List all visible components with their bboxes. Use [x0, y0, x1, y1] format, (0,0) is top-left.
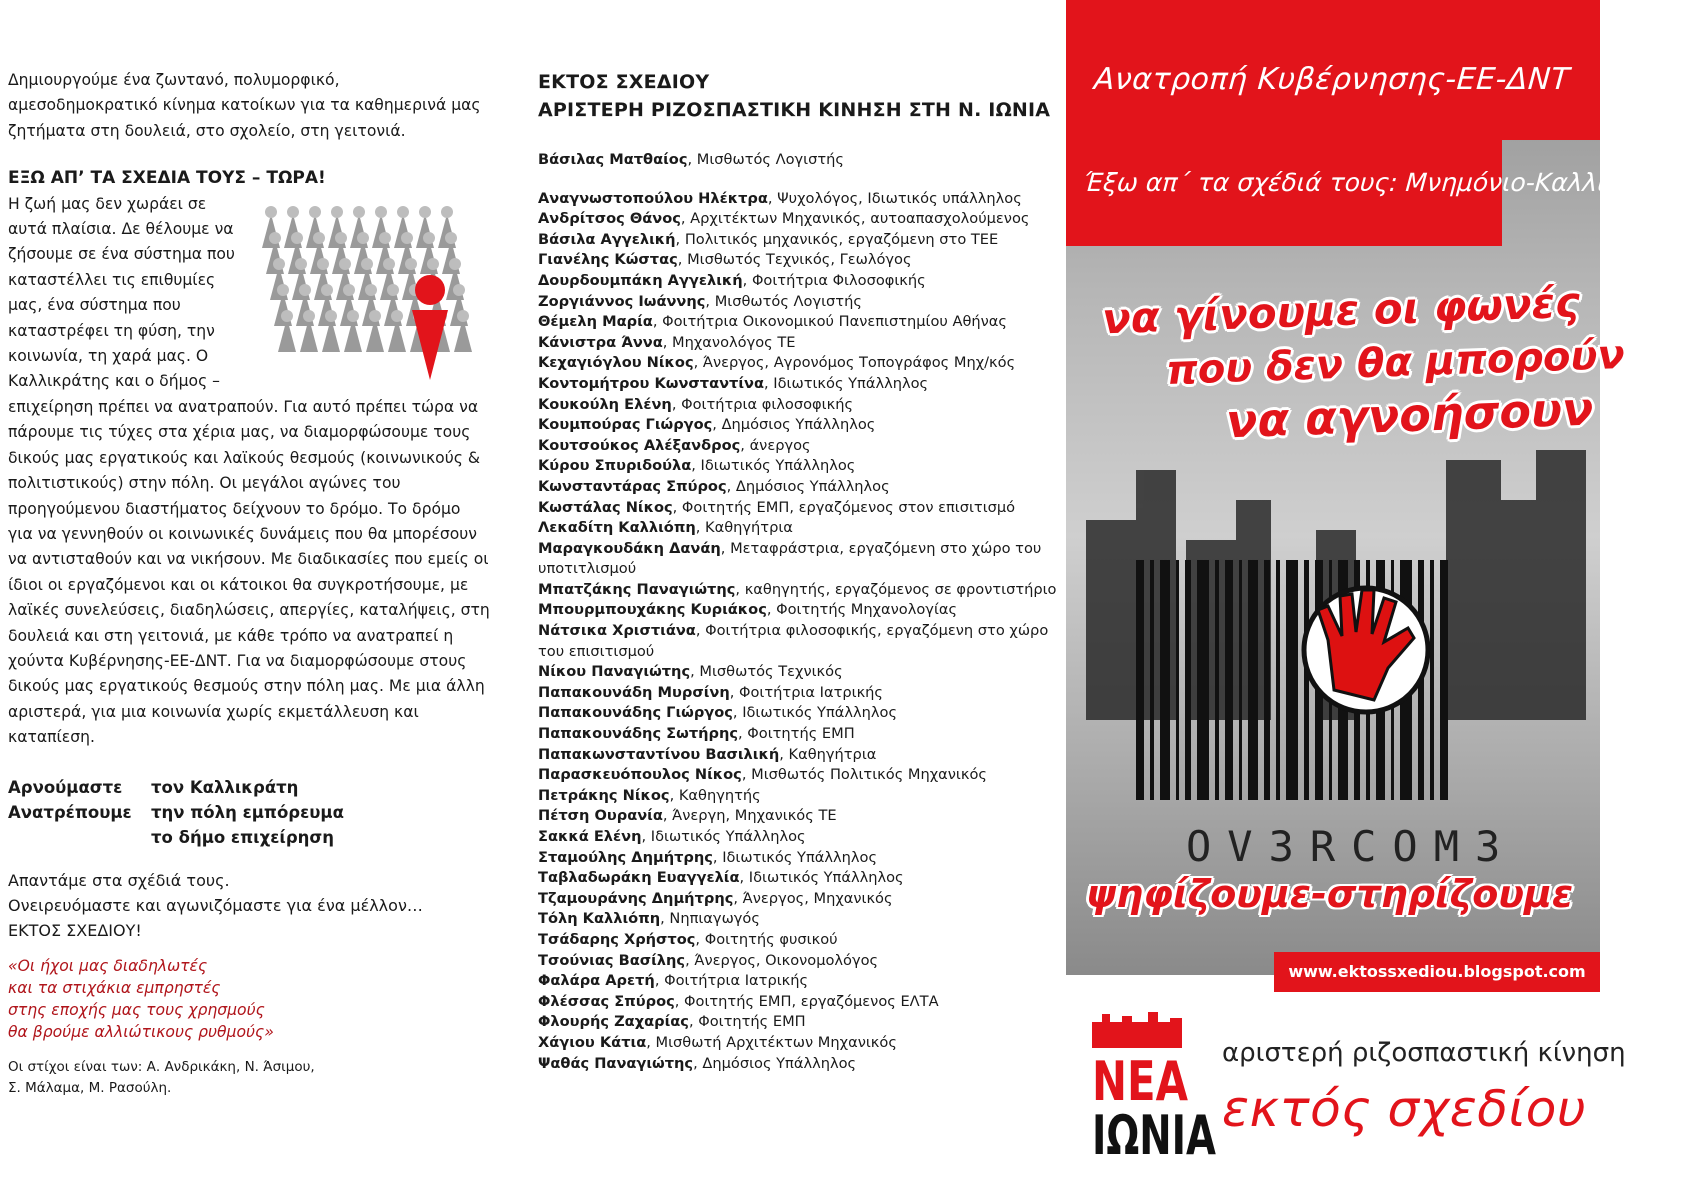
candidate-name: Κουκούλη Ελένη [538, 395, 672, 413]
candidate-name: Τζαμουράνης Δημήτρης [538, 889, 734, 907]
candidate-role: Μισθωτός Τεχνικός [699, 663, 843, 681]
poem-quote [8, 955, 490, 1043]
candidate-entry: Τόλη Καλλιόπη, Νηπιαγωγός [538, 910, 760, 928]
banner-title: Ανατροπή Κυβέρνησης-ΕΕ-ΔΝΤ [1092, 62, 1572, 97]
candidate-role: Φοιτήτρια Ιατρικής [739, 683, 883, 701]
candidate-name: Δουρδουμπάκη Αγγελική [538, 271, 743, 289]
candidate-entry: Πετράκης Νίκος, Καθηγητής [538, 786, 761, 804]
candidate-name: Φαλάρα Αρετή [538, 972, 655, 990]
slogans [8, 775, 490, 850]
candidate-name: Παπακωνσταντίνου Βασιλική [538, 745, 780, 763]
answer-block [8, 868, 490, 943]
candidate-entry: Φλουρής Ζαχαρίας, Φοιτητής ΕΜΠ [538, 1013, 806, 1031]
candidates-column [538, 68, 1058, 1074]
barcode-bar [1197, 560, 1209, 800]
left-column [8, 68, 490, 1099]
candidate-role: Μισθωτός Λογιστής [714, 292, 862, 310]
candidate-role: Ιδιωτικός Υπάλληλος [650, 828, 806, 845]
answer-line: Ονειρευόμαστε και αγωνιζόμαστε για ένα μέλλον… [8, 895, 423, 915]
candidate-role: Άνεργος, Αγρονόμος Τοπογράφος Μηχ/κός [702, 354, 1016, 372]
candidate-entry: Μπατζάκης Παναγιώτης, καθηγητής, εργαζόμενος σε φροντιστήριο [538, 580, 1057, 598]
candidate-name: Νάτσικα Χριστιάνα [538, 622, 696, 640]
barcode-bar [1215, 560, 1219, 800]
candidate-name: Λεκαδίτη Καλλιόπη [538, 519, 696, 537]
candidate-entry: Νίκου Παναγιώτης, Μισθωτός Τεχνικός [538, 663, 843, 681]
candidate-name: Κοντομήτρου Κωνσταντίνα [538, 374, 765, 392]
barcode-bar [1136, 560, 1144, 800]
logo-word-ionia: ΙΩΝΙΑ [1092, 1104, 1217, 1167]
candidate-entry: Παρασκευόπουλος Νίκος, Μισθωτός Πολιτικός Μηχανικός [538, 766, 987, 784]
candidate-entry: Βάσιλα Αγγελική, Πολιτικός μηχανικός, εργαζόμενη στο ΤΕΕ [538, 230, 999, 248]
candidate-role: Καθηγήτρια [788, 745, 877, 763]
slogan-object: τον Καλλικράτη [151, 777, 299, 797]
candidate-entry: Μαραγκουδάκη Δανάη, Μεταφράστρια, εργαζόμενη στο χώρο του υποτιτλισμού [538, 539, 1042, 578]
candidate-entry: Φαλάρα Αρετή, Φοιτήτρια Ιατρικής [538, 972, 809, 990]
candidate-name: Βάσιλα Αγγελική [538, 230, 676, 248]
candidate-name: Μπατζάκης Παναγιώτης [538, 580, 736, 598]
candidate-role: Φοιτητής ΕΜΠ [747, 725, 855, 743]
barcode-bar [1239, 560, 1242, 800]
movement-name: αριστερή ριζοσπαστική κίνηση [1222, 1038, 1626, 1068]
section-heading: ΕΞΩ ΑΠ’ ΤΑ ΣΧΕΔΙΑ ΤΟΥΣ – ΤΩΡΑ! [8, 168, 326, 189]
barcode-bar [1276, 560, 1280, 800]
movement-title: εκτός σχεδίου [1222, 1080, 1587, 1138]
candidate-name: Ζοργιάννος Ιωάννης [538, 292, 706, 310]
candidate-role: Ιδιωτικός Υπάλληλος [773, 374, 929, 392]
barcode-bar [1264, 560, 1270, 800]
slogan-line-2: που δεν θα μπορούν [1165, 332, 1626, 394]
blog-url[interactable]: www.ektossxediou.blogspot.com [1274, 952, 1600, 992]
candidate-role: Ιδιωτικός Υπάλληλος [742, 704, 898, 722]
candidate-role: Πολιτικός μηχανικός, εργαζόμενη στο ΤΕΕ [684, 230, 999, 248]
candidate-entry: Παπακωνσταντίνου Βασιλική, Καθηγήτρια [538, 745, 877, 763]
answer-line: Απαντάμε στα σχέδιά τους. [8, 870, 230, 890]
slogan-object: το δήμο επιχείρηση [151, 827, 334, 847]
candidate-role: Ψυχολόγος, Ιδιωτικός υπάλληλος [777, 189, 1022, 207]
candidate-role: Φοιτητής Μηχανολογίας [776, 601, 958, 619]
candidate-role: Άνεργος, Οικονομολόγος [694, 951, 879, 969]
poster-image [1066, 0, 1700, 975]
candidate-role: Άνεργη, Μηχανικός ΤΕ [672, 807, 837, 825]
candidate-name: Μαραγκουδάκη Δανάη [538, 539, 721, 557]
candidate-entry: Κουμπούρας Γιώργος, Δημόσιος Υπάλληλος [538, 416, 876, 434]
candidate-entry: Σταμούλης Δημήτρης, Ιδιωτικός Υπάλληλος [538, 848, 878, 866]
nea-ionia-logo [1088, 1008, 1218, 1167]
candidate-role: Φοιτητής ΕΜΠ, εργαζόμενος ΕΛΤΑ [684, 992, 939, 1010]
candidate-role: καθηγητής, εργαζόμενος σε φροντιστήριο [744, 580, 1057, 598]
list-title: ΕΚΤΟΣ ΣΧΕΔΙΟΥ [538, 71, 710, 93]
candidate-entry: Κύρου Σπυριδούλα, Ιδιωτικός Υπάλληλος [538, 457, 856, 475]
candidate-role: Νηπιαγωγός [669, 910, 760, 928]
candidate-name: Τσάδαρης Χρήστος [538, 930, 696, 948]
candidate-role: Φοιτήτρια φιλοσοφικής [681, 395, 854, 413]
candidate-role: Ιδιωτικός Υπάλληλος [722, 848, 878, 866]
poem-line: στης εποχής μας τους χρησμούς [8, 1000, 265, 1019]
candidate-entry: Κωστάλας Νίκος, Φοιτητής ΕΜΠ, εργαζόμενος στον επισιτισμό [538, 498, 1016, 516]
candidate-entry: Τζαμουράνης Δημήτρης, Άνεργος, Μηχανικός [538, 889, 893, 907]
slogan-line-3: να αγνοήσουν [1225, 381, 1595, 449]
candidate-role: Καθηγήτρια [705, 519, 793, 537]
candidate-entry: Πέτση Ουρανία, Άνεργη, Μηχανικός ΤΕ [538, 807, 837, 825]
candidate-entry: Ζοργιάννος Ιωάννης, Μισθωτός Λογιστής [538, 292, 862, 310]
candidate-entry: Κοντομήτρου Κωνσταντίνα, Ιδιωτικός Υπάλληλος [538, 374, 929, 392]
candidate-name: Κουτσούκος Αλέξανδρος [538, 436, 741, 454]
candidate-name: Τόλη Καλλιόπη [538, 910, 661, 928]
candidate-role: Φοιτητής ΕΜΠ [698, 1013, 806, 1031]
barcode-bar [1185, 560, 1191, 800]
slogan-object: την πόλη εμπόρευμα [151, 802, 344, 822]
candidate-name: Φλέσσας Σπύρος [538, 992, 675, 1010]
slogan-verb: Αρνούμαστε [8, 777, 123, 797]
candidate-role: Μισθωτή Αρχιτέκτων Μηχανικός [655, 1033, 897, 1051]
barcode-bar [1430, 560, 1434, 800]
barcode-text: OV3RCOM3 [1186, 822, 1517, 871]
candidate-role: Φοιτήτρια Οικονομικού Πανεπιστημίου Αθήνας [662, 313, 1007, 331]
candidate-name: Κωστάλας Νίκος [538, 498, 673, 516]
candidate-name: Μπουρμπουχάκης Κυριάκος [538, 601, 767, 619]
candidate-role: Μισθωτός Τεχνικός, Γεωλόγος [687, 251, 912, 269]
candidate-role: Φοιτητής ΕΜΠ, εργαζόμενος στον επισιτισμό [681, 498, 1016, 516]
red-hand-icon [1304, 588, 1428, 712]
candidate-role: Ιδιωτικός Υπάλληλος [748, 869, 904, 887]
candidate-name: Σταμούλης Δημήτρης [538, 848, 713, 866]
candidate-entry: Νάτσικα Χριστιάνα, Φοιτήτρια φιλοσοφικής, εργαζόμενη στο χώρο του επισιτισμού [538, 622, 1049, 660]
answer-line: ΕΚΤΟΣ ΣΧΕΔΙΟΥ! [8, 920, 142, 940]
candidate-entry: Ταβλαδωράκη Ευαγγελία, Ιδιωτικός Υπάλληλος [538, 869, 904, 887]
poster-panel [1066, 0, 1700, 1195]
barcode-bar [1225, 560, 1233, 800]
candidate-role: Φοιτήτρια Φιλοσοφικής [751, 271, 926, 289]
candidate-entry: Ψαθάς Παναγιώτης, Δημόσιος Υπάλληλος [538, 1054, 857, 1072]
candidate-name: Παπακουνάδη Μυρσίνη [538, 683, 730, 701]
candidate-entry: Κάνιστρα Άννα, Μηχανολόγος ΤΕ [538, 333, 796, 351]
candidate-name: Τσούνιας Βασίλης [538, 951, 686, 969]
candidate-entry: Κωνσταντάρας Σπύρος, Δημόσιος Υπάλληλος [538, 477, 890, 495]
candidate-entry: Κουκούλη Ελένη, Φοιτήτρια φιλοσοφικής [538, 395, 854, 413]
candidate-entry: Κουτσούκος Αλέξανδρος, άνεργος [538, 436, 811, 454]
candidate-entry: Σακκά Ελένη, Ιδιωτικός Υπάλληλος [538, 828, 806, 845]
candidate-entry: Χάγιου Κάτια, Μισθωτή Αρχιτέκτων Μηχανικός [538, 1033, 897, 1051]
candidate-role: Φοιτήτρια Ιατρικής [664, 972, 809, 990]
candidate-role: Δημόσιος Υπάλληλος [735, 477, 890, 495]
candidate-entry: Ανδρίτσος Θάνος, Αρχιτέκτων Μηχανικός, αυτοαπασχολούμενος [538, 210, 1030, 228]
candidate-entry: Κεχαγιόγλου Νίκος, Άνεργος, Αγρονόμος Τοπογράφος Μηχ/κός [538, 354, 1016, 372]
candidate-name: Χάγιου Κάτια [538, 1033, 647, 1051]
candidate-role: Μισθωτός Λογιστής [696, 151, 844, 168]
barcode-bar [1304, 560, 1309, 800]
candidate-name: Κωνσταντάρας Σπύρος [538, 477, 727, 495]
candidate-entry: Φλέσσας Σπύρος, Φοιτητής ΕΜΠ, εργαζόμενος ΕΛΤΑ [538, 992, 939, 1010]
banner-subtitle: Έξω απ΄ τα σχέδιά τους: Μνημόνιο-Καλλικράτης [1082, 168, 1700, 197]
poem-line: και τα στιχάκια εμπρηστές [8, 978, 221, 997]
candidate-role: Φοιτητής φυσικού [704, 930, 838, 948]
red-banner [1066, 0, 1502, 246]
barcode-bar [1286, 560, 1298, 800]
poem-credit [8, 1057, 490, 1099]
candidate-entry: Παπακουνάδης Γιώργος, Ιδιωτικός Υπάλληλος [538, 704, 898, 722]
candidate-name: Κουμπούρας Γιώργος [538, 416, 713, 434]
list-subtitle: ΑΡΙΣΤΕΡΗ ΡΙΖΟΣΠΑΣΤΙΚΗ ΚΙΝΗΣΗ ΣΤΗ Ν. ΙΩΝΙΑ [538, 99, 1051, 121]
candidate-name: Ανδρίτσος Θάνος [538, 210, 681, 228]
barcode-bar [1440, 560, 1448, 800]
candidate-name: Φλουρής Ζαχαρίας [538, 1013, 689, 1031]
barcode-bar [1248, 560, 1258, 800]
candidate-entry: Τσάδαρης Χρήστος, Φοιτητής φυσικού [538, 930, 838, 948]
candidate-role: Μηχανολόγος ΤΕ [672, 333, 796, 351]
poem-line: θα βρούμε αλλιώτικους ρυθμούς» [8, 1022, 274, 1041]
candidate-name: Γιανέλης Κώστας [538, 251, 678, 269]
candidate-role: Μεταφράστρια, εργαζόμενη στο χώρο του υποτιτλισμού [538, 539, 1042, 578]
body-paragraph: Η ζωή μας δεν χωράει σε αυτά πλαίσια. Δε θέλουμε να ζήσουμε σε ένα σύστημα που καταστέλλει τις επιθυμίες μας, ένα σύστημα που καταστρέφει τη φύση, την κοινωνία, τη χαρά μας. Ο Καλλικράτης και ο δήμος – επιχείρηση πρέπει να ανατραπούν. Για αυτό πρέπει τώρα να πάρουμε τις τύχες στα χέρια μας, να διαμορφώσουμε τους δικούς μας εργατικούς και λαϊκούς θεσμούς (κοινωνικούς & πολιτιστικούς) στην πόλη. Οι μεγάλοι αγώνες του προηγούμενου διαστήματος δείχνουν το δρόμο. Το δρόμο για να γεννηθούν οι κοινωνικές δυνάμεις που θα μπορέσουν να αντισταθούν και να νικήσουν. Με διαδικασίες που εμείς οι ίδιοι οι εργαζόμενοι και οι κάτοικοι θα συγκροτήσουμε, με λαϊκές συνελεύσεις, διαδηλώσεις, απεργίες, καταλήψεις, στη δουλειά και στη γειτονιά, με κάθε τρόπο να ανατραπεί η χούντα Κυβέρνησης-ΕΕ-ΔΝΤ. Για να διαμορφώσουμε στους δικούς μας εργατικούς θεσμούς στην πόλη μας. Με μια άλλη αριστερά, για μια κοινωνία χωρίς εκμετάλλευση και καταπίεση. [8, 194, 490, 747]
vote-slogan: ψηφίζουμε-στηρίζουμε [1086, 872, 1574, 916]
candidate-name: Κάνιστρα Άννα [538, 333, 663, 351]
candidate-list [538, 189, 1058, 1075]
barcode-bar [1150, 560, 1154, 800]
candidate-entry: Γιανέλης Κώστας, Μισθωτός Τεχνικός, Γεωλόγος [538, 251, 912, 269]
candidate-name: Παπακουνάδης Σωτήρης [538, 725, 739, 743]
candidate-entry: Θέμελη Μαρία, Φοιτήτρια Οικονομικού Πανεπιστημίου Αθήνας [538, 313, 1007, 331]
barcode-bar [1160, 560, 1170, 800]
cones-graphic [254, 194, 486, 382]
candidate-name: Πέτση Ουρανία [538, 807, 663, 825]
candidate-role: Ιδιωτικός Υπάλληλος [700, 457, 856, 475]
credit-line: Σ. Μάλαμα, Μ. Ρασούλη. [8, 1079, 172, 1096]
candidate-name: Ταβλαδωράκη Ευαγγελία [538, 869, 740, 887]
credit-line: Οι στίχοι είναι των: Α. Ανδρικάκη, Ν. Άσιμου, [8, 1058, 315, 1075]
barcode-bar [1176, 560, 1179, 800]
cones-illustration [254, 194, 486, 382]
candidate-entry: Λεκαδίτη Καλλιόπη, Καθηγήτρια [538, 519, 793, 537]
candidate-name: Θέμελη Μαρία [538, 313, 653, 331]
candidate-role: Άνεργος, Μηχανικός [742, 889, 893, 907]
red-cone-figure [412, 275, 448, 380]
candidate-entry: Παπακουνάδη Μυρσίνη, Φοιτήτρια Ιατρικής [538, 683, 883, 701]
candidate-entry: Τσούνιας Βασίλης, Άνεργος, Οικονομολόγος [538, 951, 879, 969]
candidate-role: Αρχιτέκτων Μηχανικός, αυτοαπασχολούμενος [690, 210, 1030, 228]
intro-paragraph: Δημιουργούμε ένα ζωντανό, πολυμορφικό, αμεσοδημοκρατικό κίνημα κατοίκων για τα καθημερινά μας ζητήματα στη δουλειά, στο σχολείο, στη γειτονιά. [8, 71, 481, 140]
candidate-name: Νίκου Παναγιώτης [538, 663, 691, 681]
candidate-name: Πετράκης Νίκος [538, 786, 670, 804]
candidate-role: Δημόσιος Υπάλληλος [702, 1054, 857, 1072]
candidate-entry: Μπουρμπουχάκης Κυριάκος, Φοιτητής Μηχανολογίας [538, 601, 958, 619]
candidate-role: Καθηγητής [678, 786, 761, 804]
slogan-line-1: να γίνουμε οι φωνές [1101, 277, 1581, 344]
candidate-name: Κεχαγιόγλου Νίκος [538, 354, 694, 372]
candidate-entry: Αναγνωστοπούλου Ηλέκτρα, Ψυχολόγος, Ιδιωτικός υπάλληλος [538, 189, 1022, 207]
lead-candidate: Βάσιλας Ματθαίος, Μισθωτός Λογιστής [538, 151, 844, 168]
candidate-role: Δημόσιος Υπάλληλος [721, 416, 876, 434]
slogan-verb: Ανατρέπουμε [8, 802, 132, 822]
poem-line: «Οι ήχοι μας διαδηλωτές [8, 956, 208, 975]
candidate-name: Παρασκευόπουλος Νίκος [538, 766, 742, 784]
candidate-name: Σακκά Ελένη [538, 828, 642, 845]
candidate-entry: Παπακουνάδης Σωτήρης, Φοιτητής ΕΜΠ [538, 725, 855, 743]
candidate-role: Φοιτήτρια φιλοσοφικής, εργαζόμενη στο χώρο του επισιτισμού [538, 622, 1049, 660]
candidate-name: Ψαθάς Παναγιώτης [538, 1054, 694, 1072]
candidate-name: Αναγνωστοπούλου Ηλέκτρα [538, 189, 768, 207]
logo-word-nea: ΝΕΑ [1092, 1050, 1189, 1113]
candidate-name: Παπακουνάδης Γιώργος [538, 704, 733, 722]
candidate-name: Βάσιλας Ματθαίος [538, 151, 688, 168]
candidate-name: Κύρου Σπυριδούλα [538, 457, 692, 475]
candidate-role: Μισθωτός Πολιτικός Μηχανικός [751, 766, 987, 784]
candidate-entry: Δουρδουμπάκη Αγγελική, Φοιτήτρια Φιλοσοφικής [538, 271, 926, 289]
candidate-role: άνεργος [749, 436, 811, 454]
